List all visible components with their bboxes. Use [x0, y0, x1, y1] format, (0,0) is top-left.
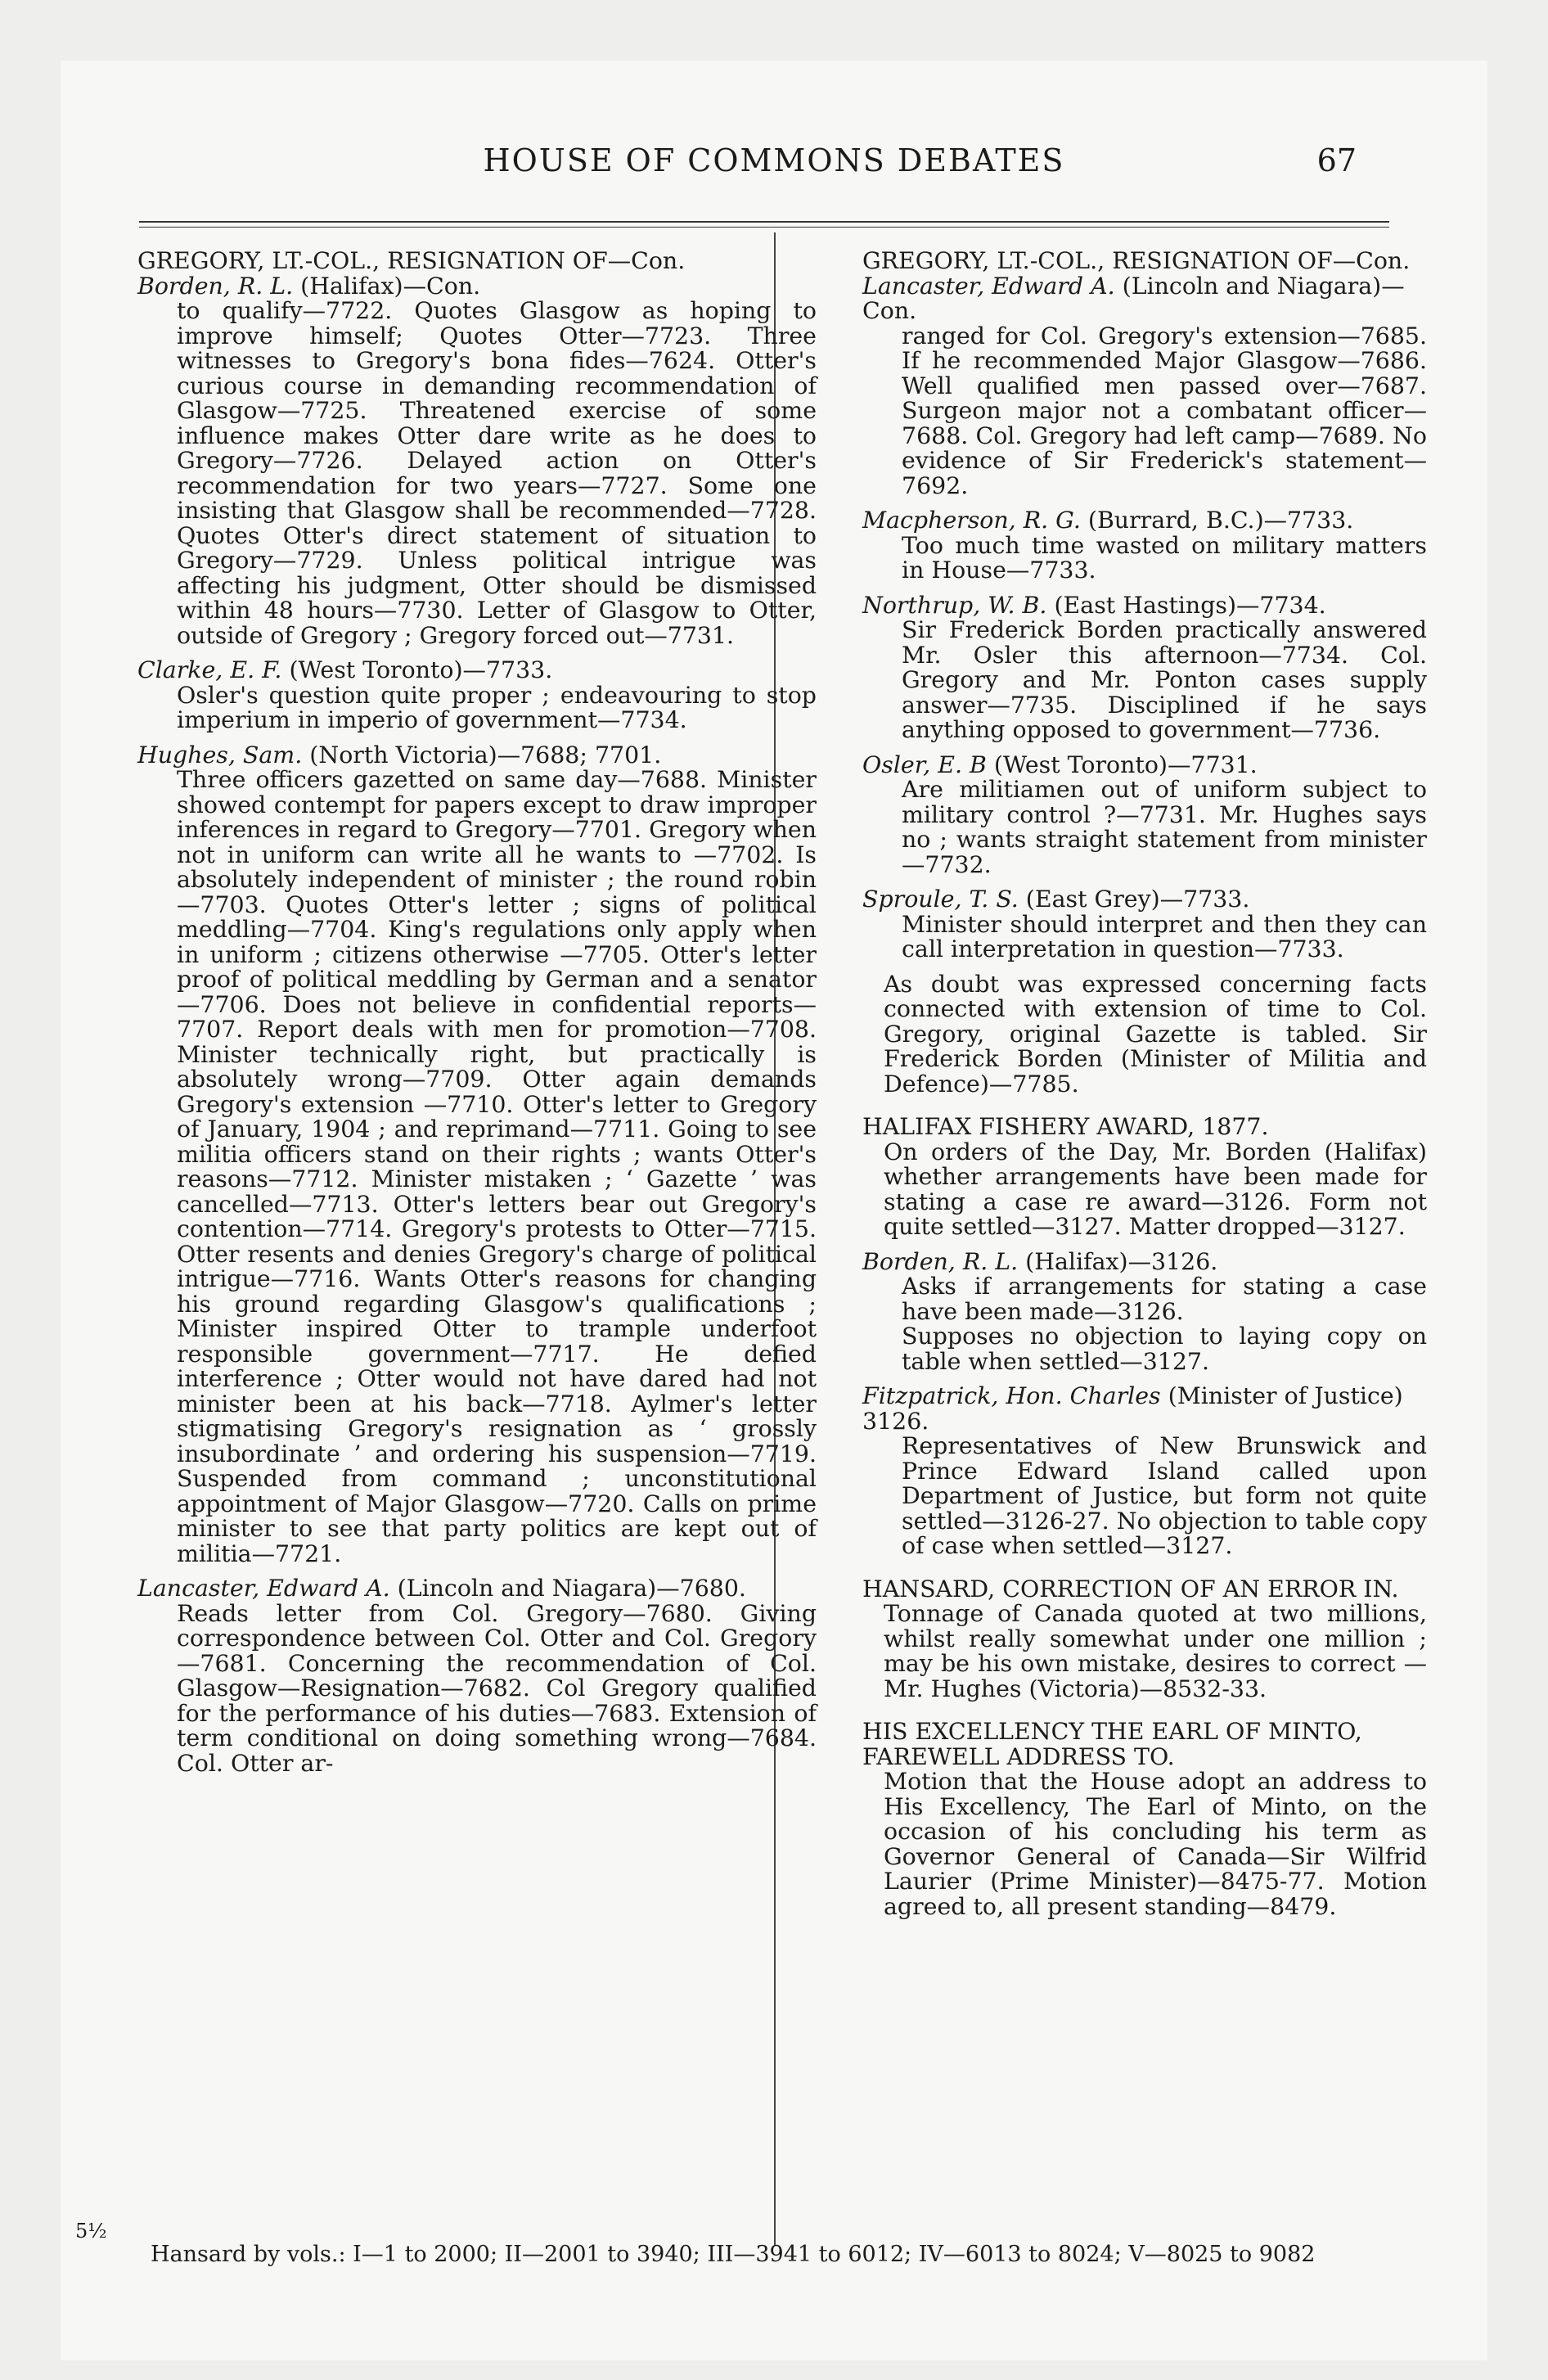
speaker-name: Lancaster, Edward A. [137, 1575, 390, 1602]
section-heading: GREGORY, LT.-COL., RESIGNATION OF—Con. [862, 247, 1411, 274]
speaker-entry [862, 1247, 1427, 1275]
section-heading: HIS EXCELLENCY THE EARL OF MINTO, FAREWELL ADDRESS TO. [862, 1718, 1362, 1770]
speaker-entry [862, 887, 1427, 913]
entry-text: Sir Frederick Borden practically answered Mr. Osler this afternoon—7734. Col. Gregory and Mr. Ponton cases supply answer—7735. Disciplined if he says anything opposed to government—7736. [902, 616, 1427, 743]
entry-text: Are militiamen out of uniform subject to military control ?—7731. Mr. Hughes says no ; wants straight statement from minister—7732. [902, 776, 1427, 878]
page-title: HOUSE OF COMMONS DEBATES [483, 142, 1065, 178]
entry-text: Asks if arrangements for stating a case have been made—3126. [902, 1273, 1427, 1325]
header-rule [139, 221, 1389, 228]
speaker-entry [137, 743, 817, 769]
speaker-riding: (East Grey)—7733. [1018, 886, 1250, 913]
speaker-entry [137, 274, 817, 300]
page [61, 61, 1487, 2360]
speaker-riding: (Burrard, B.C.)—7733. [1080, 507, 1354, 534]
entry-text: Supposes no objection to laying copy on table when settled—3127. [902, 1323, 1427, 1375]
speaker-entry [862, 1384, 1427, 1434]
speaker-riding: (Halifax)—Con. [293, 272, 481, 300]
speaker-name: Northrup, W. B. [862, 591, 1047, 619]
page-footer: Hansard by vols.: I—1 to 2000; II—2001 to 3940; III—3941 to 6012; IV—6013 to 8024; V—8025 to 9082 [151, 2242, 1316, 2267]
section-heading: HALIFAX FISHERY AWARD, 1877. [862, 1113, 1269, 1140]
entry-text: On orders of the Day, Mr. Borden (Halifax) whether arrangements have been made for stating a case re award—3126. Form not quite settled—3127. Matter dropped—3127. [884, 1138, 1427, 1240]
page-number: 67 [1316, 142, 1357, 178]
speaker-riding: (North Victoria)—7688; 7701. [302, 741, 662, 769]
entry-text: Minister should interpret and then they can call interpretation in question—7733. [902, 910, 1427, 962]
signature-mark: 5½ [75, 2220, 107, 2243]
speaker-entry [137, 658, 817, 683]
speaker-name: Borden, R. L. [137, 272, 294, 300]
right-column [862, 249, 1427, 1919]
entry-text: Representatives of New Brunswick and Prince Edward Island called upon Department of Justice, but form not quite settled—3126-27. No objection to table copy of case when settled—3127. [902, 1432, 1427, 1559]
speaker-name: Macpherson, R. G. [862, 507, 1081, 534]
left-column [137, 249, 817, 1776]
section-heading: GREGORY, LT.-COL., RESIGNATION OF—Con. [137, 247, 686, 274]
speaker-riding: (Halifax)—3126. [1018, 1247, 1218, 1275]
entry-text: Three officers gazetted on same day—7688. Minister showed contempt for papers except to draw improper inferences in regard to Gregory—7701. Gregory when not in uniform can write all he wants to —7702. Is absolutely independent of minister ; the round robin—7703. Quotes Otter's letter ; signs of political meddling—7704. King's regulations only apply when in uniform ; citizens otherwise —7705. Otter's letter proof of political meddling by German and a senator—7706. Does not believe in confidential reports—7707. Report deals with men for promotion—7708. Minister technically right, but practically is absolutely wrong—7709. Otter again demands Gregory's extension —7710. Otter's letter to Gregory of January, 1904 ; and reprimand—7711. Going to see militia officers stand on their rights ; wants Otter's reasons—7712. Minister mistaken ; ‘ Gazette ’ was cancelled—7713. Otter's letters bear out Gregory's contention—7714. Gregory's protests to Otter—7715. Otter resents and denies Gregory's charge of political intrigue—7716. Wants Otter's reasons for changing his ground regarding Glasgow's qualifications ; Minister inspired Otter to trample underfoot responsible government—7717. He defied interference ; Otter would not have dared had not minister been at his back—7718. Aylmer's letter stigmatising Gregory's resignation as ‘ grossly insubordinate ’ and ordering his suspension—7719. Suspended from command ; unconstitutional appointment of Major Glasgow—7720. Calls on prime minister to see that party politics are kept out of militia—7721. [177, 766, 817, 1567]
speaker-name: Osler, E. B [862, 751, 987, 778]
speaker-riding: (Minister of Justice) 3126. [862, 1382, 1403, 1435]
speaker-riding: (Lincoln and Niagara)—7680. [389, 1575, 746, 1602]
page-header [61, 142, 1487, 192]
speaker-riding: (West Toronto)—7733. [281, 656, 553, 683]
speaker-riding: (Lincoln and Niagara)—Con. [862, 272, 1405, 324]
entry-text: Too much time wasted on military matters in House—7733. [902, 531, 1427, 584]
speaker-name: Hughes, Sam. [137, 741, 303, 769]
entry-text: Reads letter from Col. Gregory—7680. Giving correspondence between Col. Otter and Col. Gregory—7681. Concerning the recommendation of Col. Glasgow—Resignation—7682. Col Gregory qualified for the performance of his duties—7683. Extension of term conditional on doing something wrong—7684. Col. Otter ar- [177, 1599, 817, 1777]
speaker-entry [862, 508, 1427, 534]
speaker-entry [137, 1576, 817, 1602]
entry-text: Osler's question quite proper ; endeavouring to stop imperium in imperio of government—7734. [177, 681, 817, 733]
speaker-entry [862, 274, 1427, 324]
speaker-entry [862, 753, 1427, 778]
entry-text: Motion that the House adopt an address to His Excellency, The Earl of Minto, on the occasion of his concluding his term as Governor General of Canada—Sir Wilfrid Laurier (Prime Minister)—8475-77. Motion agreed to, all present standing—8479. [884, 1768, 1427, 1920]
speaker-entry [862, 593, 1427, 619]
speaker-name: Sproule, T. S. [862, 886, 1019, 913]
entry-text: to qualify—7722. Quotes Glasgow as hoping to improve himself; Quotes Otter—7723. Three witnesses to Gregory's bona fides—7624. Otter's curious course in demanding recommendation of Glasgow—7725. Threatened exercise of some influence makes Otter dare write as he does to Gregory—7726. Delayed action on Otter's recommendation for two years—7727. Some one insisting that Glasgow shall be recommended—7728. Quotes Otter's direct statement of situation to Gregory—7729. Unless political intrigue was affecting his judgment, Otter should be dismissed within 48 hours—7730. Letter of Glasgow to Otter, outside of Gregory ; Gregory forced out—7731. [177, 297, 817, 649]
speaker-name: Lancaster, Edward A. [862, 272, 1115, 300]
section-heading: HANSARD, CORRECTION OF AN ERROR IN. [862, 1575, 1399, 1602]
speaker-name: Fitzpatrick, Hon. Charles [862, 1382, 1161, 1409]
speaker-name: Borden, R. L. [862, 1247, 1019, 1275]
entry-text: As doubt was expressed concerning facts connected with extension of time to Col. Gregory, original Gazette is tabled. Sir Frederick Borden (Minister of Militia and Defence)—7785. [884, 970, 1427, 1098]
entry-text: ranged for Col. Gregory's extension—7685. If he recommended Major Glasgow—7686. Well qualified men passed over—7687. Surgeon major not a combatant officer—7688. Col. Gregory had left camp—7689. No evidence of Sir Frederick's statement—7692. [902, 322, 1427, 499]
speaker-riding: (East Hastings)—7734. [1046, 591, 1326, 619]
entry-text: Tonnage of Canada quoted at two millions, whilst really somewhat under one million ; may be his own mistake, desires to correct —Mr. Hughes (Victoria)—8532-33. [884, 1600, 1427, 1702]
speaker-riding: (West Toronto)—7731. [986, 751, 1258, 778]
speaker-name: Clarke, E. F. [137, 656, 282, 683]
